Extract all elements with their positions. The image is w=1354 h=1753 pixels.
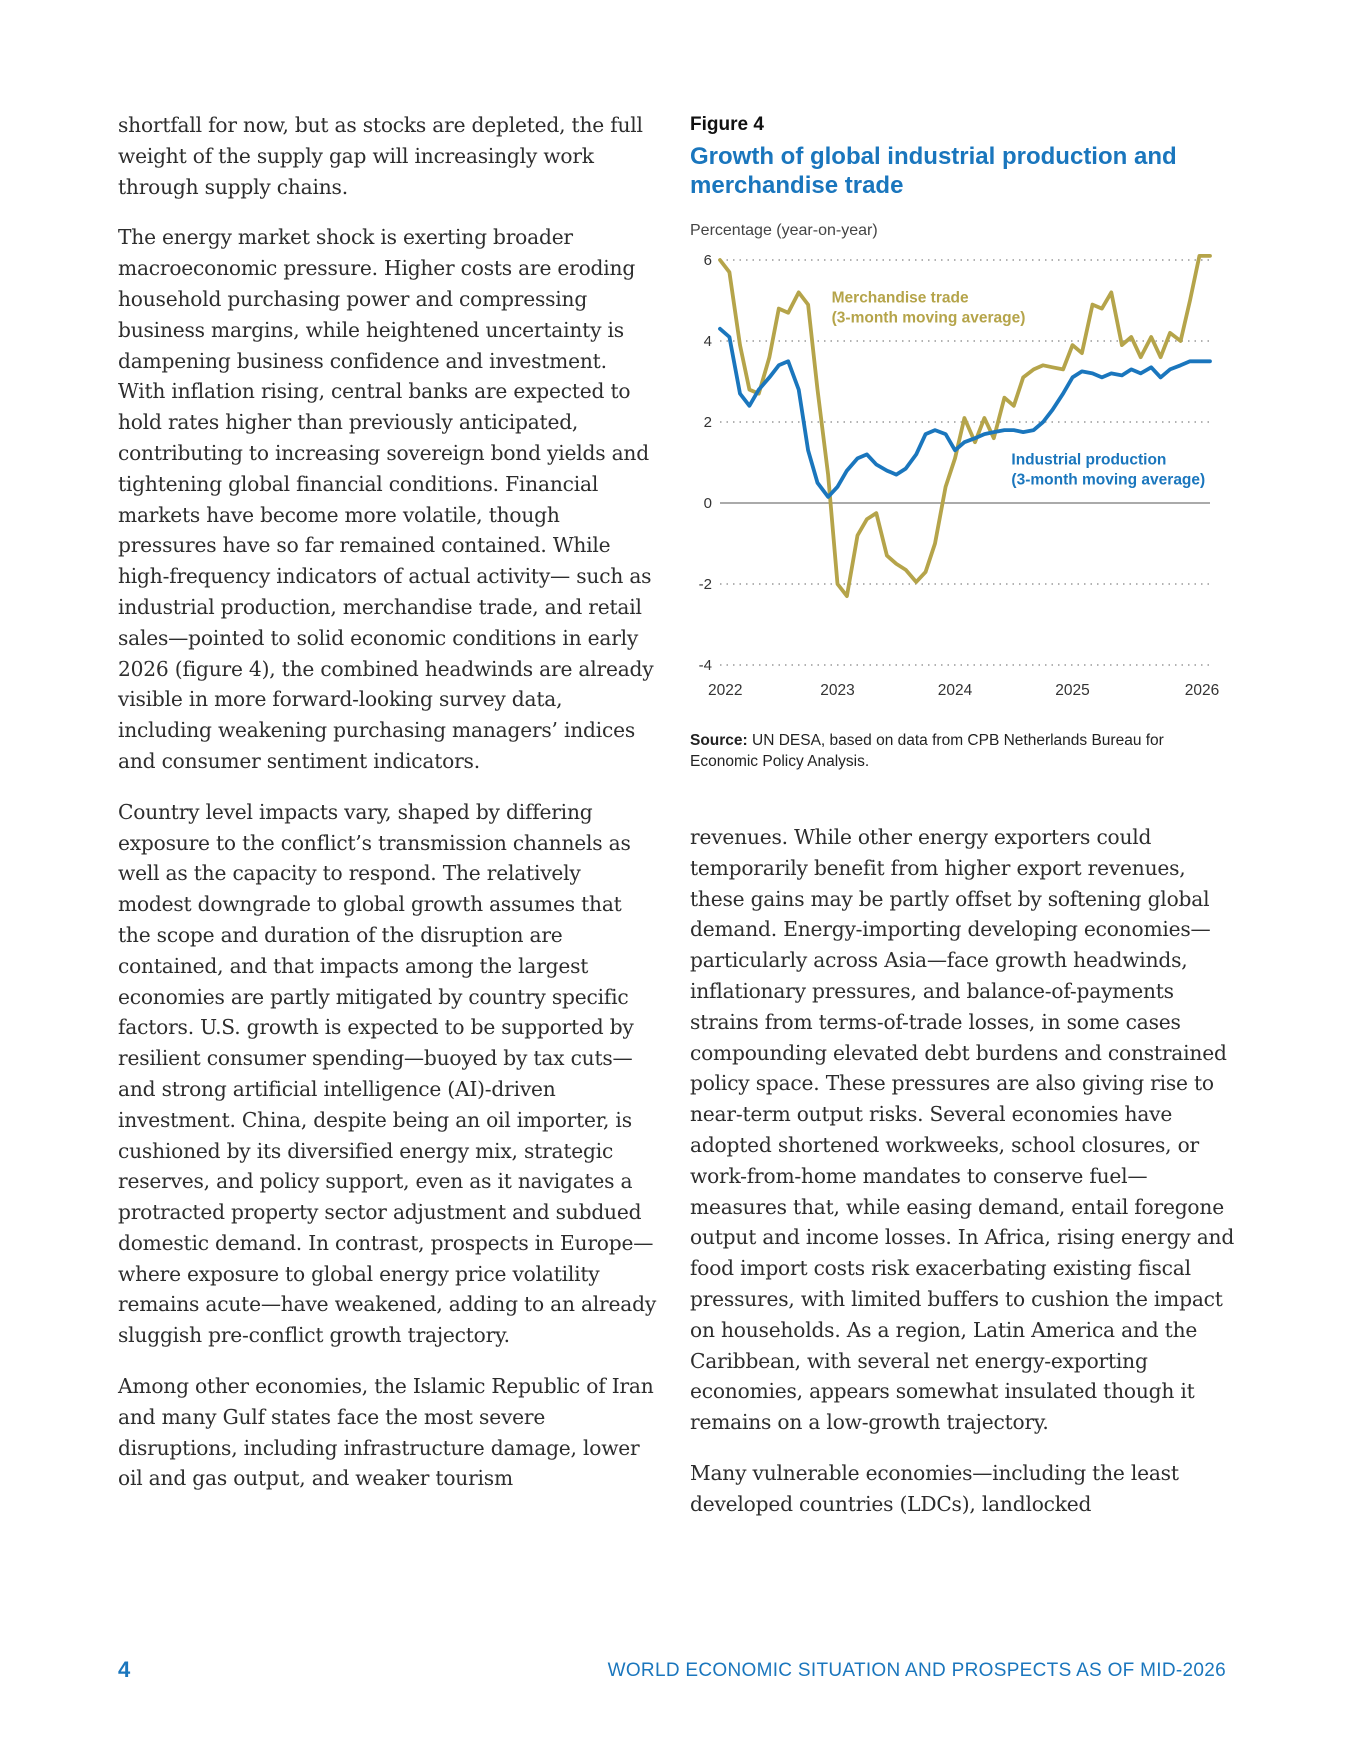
page-number: 4 — [118, 1657, 131, 1682]
merchandise-trade-line — [720, 256, 1210, 596]
line-chart — [690, 250, 1230, 710]
paragraph: revenues. While other energy exporters could temporarily benefit from higher export revenues, these gains may be partly offset by softening global demand. Energy-importing developing economies—particularly across Asia—face growth headwinds, inflationary pressures, and balance-of-payments strains from terms-of-trade losses, in some cases compounding elevated debt burdens and constrained policy space. These pressures are also giving rise to near-term output risks. Several economies have adopted shortened workweeks, school closures, or work-from-home mandates to conserve fuel—measures that, while easing demand, entail foregone output and income losses. In Africa, rising energy and food import costs risk exacerbating existing fiscal pressures, with limited buffers to cushion the impact on households. As a region, Latin America and the Caribbean, with several net energy-exporting economies, appears somewhat insulated though it remains on a low-growth trajectory. — [690, 825, 1235, 1435]
x-tick-label: 2022 — [708, 682, 743, 699]
x-tick-label: 2023 — [820, 682, 855, 699]
source-text: UN DESA, based on data from CPB Netherlands Bureau for Economic Policy Analysis. — [690, 732, 1164, 770]
right-column — [690, 822, 1235, 1540]
x-tick-label: 2026 — [1184, 682, 1220, 699]
chart-series — [720, 256, 1210, 596]
y-tick-label: -2 — [698, 576, 712, 593]
paragraph: The energy market shock is exerting broader macroeconomic pressure. Higher costs are eroding household purchasing power and compressing business margins, while heightened uncertainty is dampening business confidence and investment. With inflation rising, central banks are expected to hold rates higher than previously anticipated, contributing to increasing sovereign bond yields and tightening global financial conditions. Financial markets have become more volatile, though pressures have so far remained contained. While high-frequency indicators of actual activity— such as industrial production, merchandise trade, and retail sales—pointed to solid economic conditions in early 2026 (figure 4), the combined headwinds are already visible in more forward-looking survey data, including weakening purchasing managers’ indices and consumer sentiment indicators. — [118, 225, 654, 773]
paragraph: Country level impacts vary, shaped by differing exposure to the conflict’s transmission channels as well as the capacity to respond. The relatively modest downgrade to global growth assumes that the scope and duration of the disruption are contained, and that impacts among the largest economies are partly mitigated by country specific factors. U.S. growth is expected to be supported by resilient consumer spending—buoyed by tax cuts—and strong artificial intelligence (AI)-driven investment. China, despite being an oil importer, is cushioned by its diversified energy mix, strategic reserves, and policy support, even as it navigates a protracted property sector adjustment and subdued domestic demand. In contrast, prospects in Europe—where exposure to global energy price volatility remains acute—have weakened, adding to an already sluggish pre-conflict growth trajectory. — [118, 799, 657, 1348]
y-tick-label: 2 — [703, 414, 712, 431]
y-axis-label: Percentage (year-on-year) — [690, 222, 878, 239]
y-tick-label: 6 — [703, 252, 712, 269]
x-tick-label: 2025 — [1055, 682, 1090, 699]
industrial-production-label: Industrial production — [1011, 451, 1167, 469]
paragraph: shortfall for now, but as stocks are depleted, the full weight of the supply gap will increasingly work through supply chains. — [118, 113, 643, 199]
y-tick-labels — [699, 252, 712, 674]
source-label: Source: — [690, 732, 748, 749]
y-tick-label: 4 — [703, 333, 712, 350]
figure-source — [690, 730, 1220, 772]
y-tick-label: 0 — [703, 495, 712, 512]
left-column — [118, 110, 658, 1514]
y-tick-label: -4 — [698, 657, 712, 674]
paragraph: Among other economies, the Islamic Republic of Iran and many Gulf states face the most severe disruptions, including infrastructure damage, lower oil and gas output, and weaker tourism — [118, 1374, 654, 1491]
publication-title: WORLD ECONOMIC SITUATION AND PROSPECTS AS OF MID-2026 — [607, 1660, 1226, 1681]
x-tick-label: 2024 — [937, 682, 973, 699]
x-tick-labels — [708, 682, 1219, 699]
paragraph: Many vulnerable economies—including the least developed countries (LDCs), landlocked — [690, 1460, 1179, 1516]
industrial-production-sublabel: (3-month moving average) — [1011, 471, 1206, 489]
figure-label: Figure 4 — [690, 114, 764, 135]
merchandise-trade-sublabel: (3-month moving average) — [831, 309, 1026, 327]
merchandise-trade-label: Merchandise trade — [831, 289, 969, 307]
figure-title: Growth of global industrial production and merchandise trade — [690, 143, 1177, 199]
